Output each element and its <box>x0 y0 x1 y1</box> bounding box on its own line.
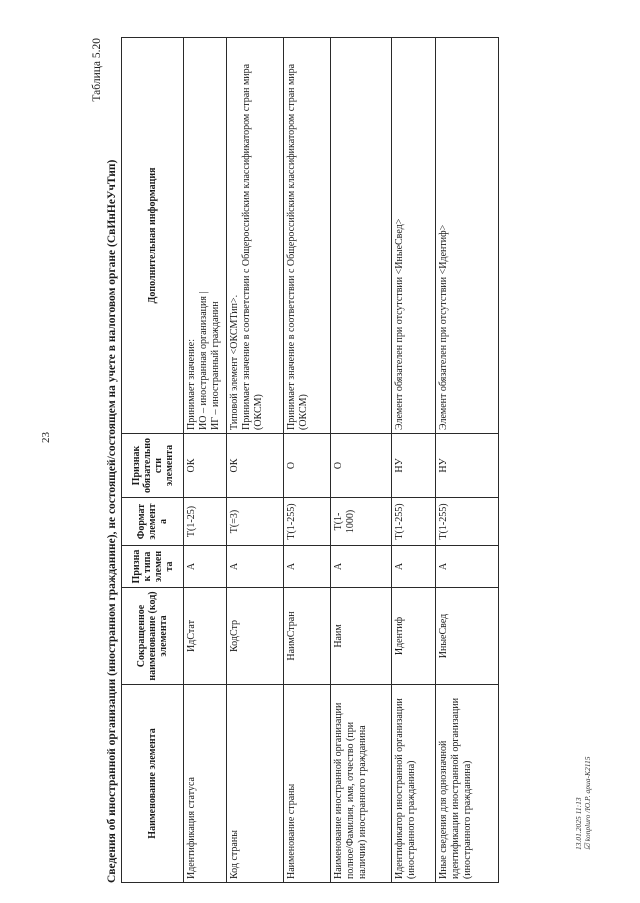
cell-element-required: ОК <box>184 434 227 498</box>
cell-element-code: ИдСтат <box>184 588 227 685</box>
stamp-line: 13.01.2025 11:13 <box>574 797 583 850</box>
table-row <box>436 38 499 883</box>
info-line: ИГ – иностранный гражданин <box>210 301 221 430</box>
info-line: ИО – иностранная организация | <box>198 291 209 430</box>
cell-element-type: А <box>436 546 499 588</box>
column-header-required: Признак обязательности элемента <box>122 434 184 498</box>
cell-element-format: T(1-255) <box>436 498 499 546</box>
info-line: Элемент обязателен при отсутствии <Идентиф> <box>438 224 449 430</box>
cell-element-type: А <box>392 546 436 588</box>
cell-element-info <box>331 38 392 434</box>
cell-element-type: А <box>227 546 284 588</box>
cell-element-name: Код страны <box>227 685 284 883</box>
info-line: Принимает значение в соответствии с Общероссийским классификатором стран мира (ОКСМ) <box>286 63 309 430</box>
cell-element-info <box>284 38 331 434</box>
cell-element-required: О <box>331 434 392 498</box>
column-header-info: Дополнительная информация <box>122 38 184 434</box>
info-line: Принимает значение: <box>186 338 197 430</box>
table-row <box>392 38 436 883</box>
cell-element-code: Идентиф <box>392 588 436 685</box>
cell-element-name: Идентификация статуса <box>184 685 227 883</box>
cell-element-name: Наименование иностранной организации полное/Фамилия, имя, отчество (при наличии) иностранного гражданина <box>331 685 392 883</box>
cell-element-type: А <box>184 546 227 588</box>
info-line: Элемент обязателен при отсутствии <ИныеСвед> <box>394 218 405 430</box>
column-header-type: Признак типа элемента <box>122 546 184 588</box>
cell-element-info <box>392 38 436 434</box>
info-line: Типовой элемент <ОКСМТип>. <box>229 294 240 430</box>
cell-element-code: НаимСтран <box>284 588 331 685</box>
rotated-table-block <box>90 38 610 883</box>
cell-element-code: Наим <box>331 588 392 685</box>
table-title: Сведения об иностранной организации (иностранном гражданине), не состоящей/состоящем на учете в налоговом органе (СвИнНеУчТип) <box>106 159 118 883</box>
cell-element-code: КодСтр <box>227 588 284 685</box>
cell-element-type: А <box>284 546 331 588</box>
column-header-name: Наименование элемента <box>122 685 184 883</box>
signature-stamp <box>574 757 592 850</box>
cell-element-name: Идентификатор иностранной организации (иностранного гражданина) <box>392 685 436 883</box>
cell-element-info <box>184 38 227 434</box>
table-row <box>331 38 392 883</box>
cell-element-required: О <box>284 434 331 498</box>
cell-element-info <box>436 38 499 434</box>
column-header-code: Сокращенное наименование (код) элемента <box>122 588 184 685</box>
cell-element-name: Иные сведения для однозначной идентификации иностранной организации (иностранного гражданина) <box>436 685 499 883</box>
cell-element-info <box>227 38 284 434</box>
table-header-row <box>122 38 184 883</box>
cell-element-format: T(1-255) <box>392 498 436 546</box>
cell-element-code: ИныеСвед <box>436 588 499 685</box>
column-header-format: Формат элемента <box>122 498 184 546</box>
page-number: 23 <box>40 432 52 443</box>
cell-element-type: А <box>331 546 392 588</box>
cell-element-format: T(1-25) <box>184 498 227 546</box>
stamp-line: ☑ konpluro /Ю.Р. ариа-К2115 <box>583 756 592 850</box>
info-line: Принимает значение в соответствии с Общероссийским классификатором стран мира (ОКСМ) <box>241 63 264 430</box>
table-row <box>227 38 284 883</box>
cell-element-required: НУ <box>392 434 436 498</box>
cell-element-format: T(1-1000) <box>331 498 392 546</box>
table-row <box>284 38 331 883</box>
table-number: Таблица 5.20 <box>91 38 103 102</box>
cell-element-required: НУ <box>436 434 499 498</box>
cell-element-name: Наименование страны <box>284 685 331 883</box>
cell-element-format: T(=3) <box>227 498 284 546</box>
spec-table <box>121 37 499 883</box>
cell-element-format: T(1-255) <box>284 498 331 546</box>
table-row <box>184 38 227 883</box>
cell-element-required: ОК <box>227 434 284 498</box>
